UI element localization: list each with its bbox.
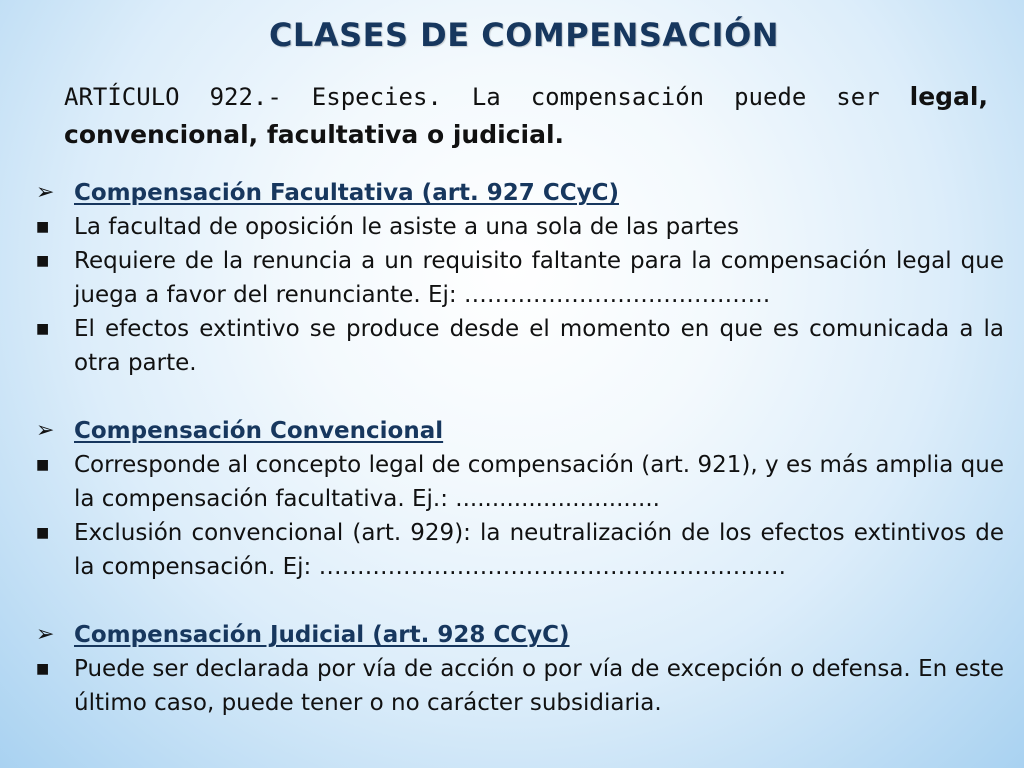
arrow-bullet-icon: ➢: [36, 418, 55, 443]
slide-title: CLASES DE COMPENSACIÓN: [268, 16, 780, 54]
list-item: ■ Puede ser declarada por vía de acción o por vía de excepción o defensa. En este último caso, puede tener o no carácter subsidiaria.: [36, 652, 1004, 720]
arrow-bullet-icon: ➢: [36, 180, 55, 205]
section-convencional: [36, 414, 1004, 584]
section-heading: ➢ Compensación Facultativa (art. 927 CCyC): [36, 176, 1004, 210]
square-bullet-icon: ■: [36, 661, 50, 677]
square-bullet-icon: ■: [36, 253, 50, 269]
article-paragraph: [64, 78, 988, 154]
section-facultativa: [36, 176, 1004, 380]
section-heading: ➢ Compensación Convencional: [36, 414, 1004, 448]
article-emphasis-kinds: convencional, facultativa o judicial.: [64, 120, 565, 149]
content-body: [36, 176, 1004, 720]
list-item: ■ Exclusión convencional (art. 929): la neutralización de los efectos extintivos de la compensación. Ej: …………………………………………………….: [36, 516, 1004, 584]
list-item: ■ Corresponde al concepto legal de compensación (art. 921), y es más amplia que la compensación facultativa. Ej.: ............................: [36, 448, 1004, 516]
square-bullet-icon: ■: [36, 525, 50, 541]
list-item: ■ La facultad de oposición le asiste a una sola de las partes: [36, 210, 1004, 244]
list-item: ■ El efectos extintivo se produce desde el momento en que es comunicada a la otra parte.: [36, 312, 1004, 380]
section-judicial: [36, 618, 1004, 720]
article-emphasis-legal: legal,: [909, 82, 988, 111]
square-bullet-icon: ■: [36, 321, 50, 337]
section-heading: ➢ Compensación Judicial (art. 928 CCyC): [36, 618, 1004, 652]
square-bullet-icon: ■: [36, 457, 50, 473]
list-item: ■ Requiere de la renuncia a un requisito faltante para la compensación legal que juega a favor del renunciante. Ej: ………………………………….: [36, 244, 1004, 312]
square-bullet-icon: ■: [36, 219, 50, 235]
article-intro: ARTÍCULO 922.- Especies. La compensación puede ser: [64, 83, 910, 111]
arrow-bullet-icon: ➢: [36, 622, 55, 647]
